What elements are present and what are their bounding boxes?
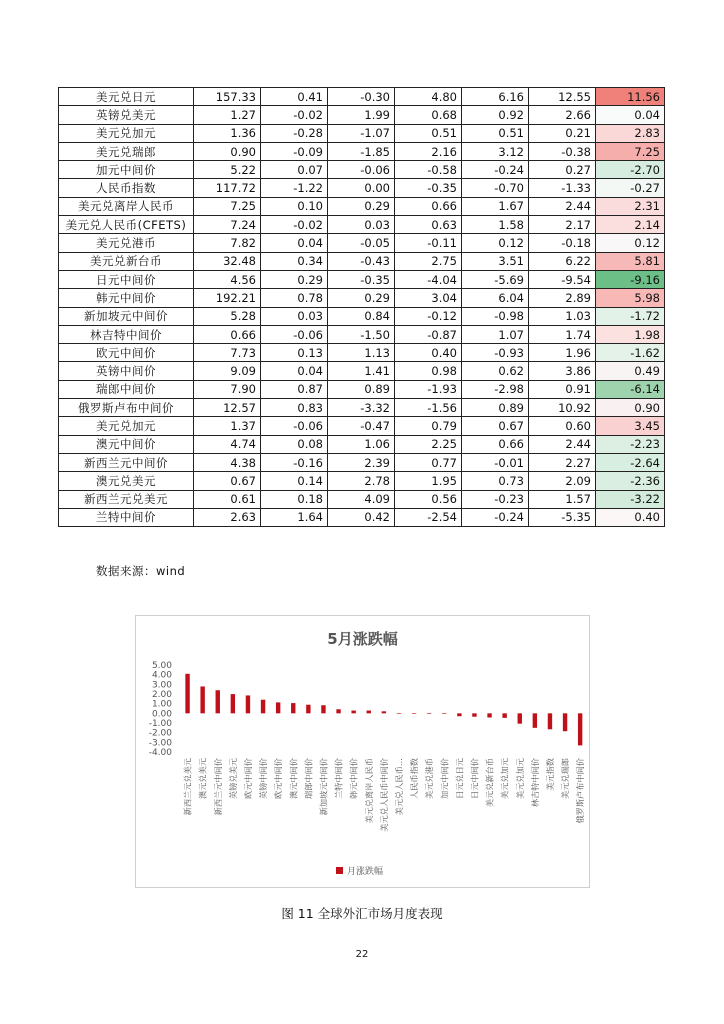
value-cell: 0.42 bbox=[328, 508, 395, 526]
table-row bbox=[59, 307, 665, 325]
bar bbox=[487, 713, 491, 717]
table-row bbox=[59, 508, 665, 526]
currency-pair-name: 日元中间价 bbox=[59, 270, 194, 288]
table-row bbox=[59, 362, 665, 380]
value-cell: -0.09 bbox=[261, 142, 328, 160]
y-tick-label: -1.00 bbox=[148, 719, 172, 729]
table-row bbox=[59, 216, 665, 234]
value-cell: 1.64 bbox=[261, 508, 328, 526]
value-cell: 1.06 bbox=[328, 435, 395, 453]
bar bbox=[336, 709, 340, 713]
value-cell: 4.38 bbox=[194, 453, 261, 471]
highlight-cell: -1.62 bbox=[596, 344, 665, 362]
table-row bbox=[59, 106, 665, 124]
value-cell: 7.24 bbox=[194, 216, 261, 234]
highlight-cell: 2.83 bbox=[596, 124, 665, 142]
table-row bbox=[59, 142, 665, 160]
x-category-label: 美元兑加元 bbox=[514, 758, 525, 799]
value-cell: -0.12 bbox=[395, 307, 462, 325]
table-row bbox=[59, 234, 665, 252]
highlight-cell: 3.45 bbox=[596, 417, 665, 435]
value-cell: 1.07 bbox=[462, 325, 529, 343]
legend-label: 月涨跌幅 bbox=[347, 867, 384, 877]
value-cell: 0.90 bbox=[194, 142, 261, 160]
highlight-cell: 7.25 bbox=[596, 142, 665, 160]
bar bbox=[533, 713, 537, 728]
page-number: 22 bbox=[355, 949, 369, 960]
chart-legend bbox=[336, 864, 383, 877]
value-cell: -0.05 bbox=[328, 234, 395, 252]
fx-performance-table bbox=[58, 87, 665, 527]
value-cell: 0.66 bbox=[462, 435, 529, 453]
value-cell: 5.28 bbox=[194, 307, 261, 325]
bar bbox=[563, 713, 567, 731]
currency-pair-name: 美元兑新台币 bbox=[59, 252, 194, 270]
value-cell: 1.67 bbox=[462, 197, 529, 215]
table-row bbox=[59, 490, 665, 508]
currency-pair-name: 英镑兑美元 bbox=[59, 106, 194, 124]
value-cell: -0.01 bbox=[462, 453, 529, 471]
value-cell: 0.03 bbox=[328, 216, 395, 234]
value-cell: 4.09 bbox=[328, 490, 395, 508]
bar bbox=[548, 713, 552, 729]
value-cell: 7.82 bbox=[194, 234, 261, 252]
x-category-label: 欧元中间价 bbox=[242, 758, 253, 799]
value-cell: 0.66 bbox=[395, 197, 462, 215]
value-cell: -1.22 bbox=[261, 179, 328, 197]
table-row bbox=[59, 252, 665, 270]
value-cell: -0.06 bbox=[261, 325, 328, 343]
value-cell: 1.99 bbox=[328, 106, 395, 124]
value-cell: 0.34 bbox=[261, 252, 328, 270]
x-category-label: 美元兑人民币… bbox=[393, 758, 404, 816]
value-cell: 1.95 bbox=[395, 472, 462, 490]
bar bbox=[231, 694, 235, 713]
value-cell: 2.17 bbox=[529, 216, 596, 234]
currency-pair-name: 加元中间价 bbox=[59, 161, 194, 179]
currency-pair-name: 欧元中间价 bbox=[59, 344, 194, 362]
highlight-cell: -3.22 bbox=[596, 490, 665, 508]
value-cell: -1.93 bbox=[395, 380, 462, 398]
highlight-cell: 1.98 bbox=[596, 325, 665, 343]
value-cell: 0.63 bbox=[395, 216, 462, 234]
table-row bbox=[59, 88, 665, 106]
value-cell: 3.51 bbox=[462, 252, 529, 270]
currency-pair-name: 美元兑港币 bbox=[59, 234, 194, 252]
x-category-label: 美元兑离岸人民币 bbox=[363, 758, 374, 824]
value-cell: 0.13 bbox=[261, 344, 328, 362]
highlight-cell: 11.56 bbox=[596, 88, 665, 106]
table-row bbox=[59, 453, 665, 471]
x-category-label: 日元中间价 bbox=[469, 758, 480, 799]
value-cell: -3.32 bbox=[328, 399, 395, 417]
bar bbox=[442, 713, 446, 714]
value-cell: 0.29 bbox=[261, 270, 328, 288]
value-cell: 2.16 bbox=[395, 142, 462, 160]
highlight-cell: -2.36 bbox=[596, 472, 665, 490]
highlight-cell: -9.16 bbox=[596, 270, 665, 288]
currency-pair-name: 美元兑瑞郎 bbox=[59, 142, 194, 160]
highlight-cell: -0.27 bbox=[596, 179, 665, 197]
x-category-label: 新西兰元兑美元 bbox=[182, 758, 193, 816]
value-cell: 2.25 bbox=[395, 435, 462, 453]
value-cell: -2.98 bbox=[462, 380, 529, 398]
value-cell: -0.38 bbox=[529, 142, 596, 160]
value-cell: -0.35 bbox=[395, 179, 462, 197]
value-cell: -0.16 bbox=[261, 453, 328, 471]
value-cell: 0.67 bbox=[194, 472, 261, 490]
value-cell: 1.27 bbox=[194, 106, 261, 124]
y-tick-label: 5.00 bbox=[151, 661, 172, 671]
currency-pair-name: 澳元中间价 bbox=[59, 435, 194, 453]
value-cell: 1.41 bbox=[328, 362, 395, 380]
value-cell: 0.79 bbox=[395, 417, 462, 435]
x-category-label: 澳元兑美元 bbox=[197, 758, 208, 799]
y-tick-label: 0.00 bbox=[151, 709, 172, 720]
currency-pair-name: 新西兰元中间价 bbox=[59, 453, 194, 471]
value-cell: -0.43 bbox=[328, 252, 395, 270]
value-cell: -0.06 bbox=[261, 417, 328, 435]
value-cell: 0.29 bbox=[328, 197, 395, 215]
value-cell: 4.56 bbox=[194, 270, 261, 288]
value-cell: 0.56 bbox=[395, 490, 462, 508]
bar bbox=[261, 700, 265, 714]
table-row bbox=[59, 197, 665, 215]
currency-pair-name: 美元兑加元 bbox=[59, 124, 194, 142]
value-cell: 2.78 bbox=[328, 472, 395, 490]
value-cell: 1.03 bbox=[529, 307, 596, 325]
bar bbox=[306, 705, 310, 714]
value-cell: -0.02 bbox=[261, 216, 328, 234]
value-cell: 192.21 bbox=[194, 289, 261, 307]
value-cell: 0.84 bbox=[328, 307, 395, 325]
highlight-cell: 0.40 bbox=[596, 508, 665, 526]
value-cell: -0.02 bbox=[261, 106, 328, 124]
highlight-cell: 0.04 bbox=[596, 106, 665, 124]
value-cell: -0.30 bbox=[328, 88, 395, 106]
value-cell: 117.72 bbox=[194, 179, 261, 197]
value-cell: 7.25 bbox=[194, 197, 261, 215]
currency-pair-name: 英镑中间价 bbox=[59, 362, 194, 380]
x-category-label: 美元兑人民币中间价 bbox=[378, 758, 389, 832]
bar bbox=[367, 711, 371, 714]
x-category-label: 林吉特中间价 bbox=[529, 758, 540, 808]
x-category-label: 美元兑瑞郎 bbox=[560, 758, 571, 799]
y-tick-label: -2.00 bbox=[148, 728, 172, 739]
value-cell: 0.61 bbox=[194, 490, 261, 508]
currency-pair-name: 新加坡元中间价 bbox=[59, 307, 194, 325]
value-cell: 0.92 bbox=[462, 106, 529, 124]
value-cell: -0.28 bbox=[261, 124, 328, 142]
x-category-label: 美元兑港币 bbox=[424, 758, 435, 799]
currency-pair-name: 澳元兑美元 bbox=[59, 472, 194, 490]
value-cell: 0.91 bbox=[529, 380, 596, 398]
value-cell: 12.55 bbox=[529, 88, 596, 106]
y-tick-label: 1.00 bbox=[151, 699, 172, 710]
value-cell: 0.21 bbox=[529, 124, 596, 142]
value-cell: -0.11 bbox=[395, 234, 462, 252]
x-category-label: 澳元中间价 bbox=[288, 758, 299, 799]
figure-caption: 图 11 全球外汇市场月度表现 bbox=[281, 906, 443, 921]
value-cell: 3.12 bbox=[462, 142, 529, 160]
table-row bbox=[59, 399, 665, 417]
source-note: 数据来源：wind bbox=[96, 564, 186, 578]
currency-pair-name: 瑞郎中间价 bbox=[59, 380, 194, 398]
value-cell: 0.27 bbox=[529, 161, 596, 179]
value-cell: -1.33 bbox=[529, 179, 596, 197]
value-cell: -0.24 bbox=[462, 161, 529, 179]
value-cell: 3.86 bbox=[529, 362, 596, 380]
currency-pair-name: 美元兑加元 bbox=[59, 417, 194, 435]
y-tick-label: -3.00 bbox=[148, 738, 172, 749]
table-row bbox=[59, 472, 665, 490]
value-cell: 12.57 bbox=[194, 399, 261, 417]
value-cell: -0.98 bbox=[462, 307, 529, 325]
value-cell: 0.98 bbox=[395, 362, 462, 380]
highlight-cell: 0.12 bbox=[596, 234, 665, 252]
bar bbox=[200, 686, 204, 713]
value-cell: -2.54 bbox=[395, 508, 462, 526]
table-row bbox=[59, 325, 665, 343]
currency-pair-name: 林吉特中间价 bbox=[59, 325, 194, 343]
value-cell: 2.66 bbox=[529, 106, 596, 124]
y-tick-label: -4.00 bbox=[148, 748, 172, 758]
value-cell: 0.62 bbox=[462, 362, 529, 380]
value-cell: 2.75 bbox=[395, 252, 462, 270]
value-cell: -0.47 bbox=[328, 417, 395, 435]
bar bbox=[457, 713, 461, 716]
value-cell: 0.60 bbox=[529, 417, 596, 435]
value-cell: 0.41 bbox=[261, 88, 328, 106]
currency-pair-name: 美元兑人民币(CFETS) bbox=[59, 216, 194, 234]
currency-pair-name: 俄罗斯卢布中间价 bbox=[59, 399, 194, 417]
value-cell: 0.51 bbox=[462, 124, 529, 142]
value-cell: -0.87 bbox=[395, 325, 462, 343]
value-cell: 5.22 bbox=[194, 161, 261, 179]
bar bbox=[397, 713, 401, 714]
currency-pair-name: 新西兰元兑美元 bbox=[59, 490, 194, 508]
value-cell: 2.44 bbox=[529, 435, 596, 453]
x-category-label: 英镑兑美元 bbox=[227, 758, 238, 799]
value-cell: 2.27 bbox=[529, 453, 596, 471]
x-category-label: 新西兰元中间价 bbox=[212, 758, 223, 816]
value-cell: -9.54 bbox=[529, 270, 596, 288]
y-tick-label: 4.00 bbox=[151, 670, 172, 681]
value-cell: 1.57 bbox=[529, 490, 596, 508]
x-category-label: 新加坡元中间价 bbox=[318, 758, 329, 816]
value-cell: 0.40 bbox=[395, 344, 462, 362]
value-cell: -5.35 bbox=[529, 508, 596, 526]
value-cell: 0.10 bbox=[261, 197, 328, 215]
x-category-label: 韩元中间价 bbox=[348, 758, 359, 799]
x-category-label: 美元指数 bbox=[544, 758, 555, 791]
value-cell: 0.89 bbox=[462, 399, 529, 417]
value-cell: 2.63 bbox=[194, 508, 261, 526]
value-cell: 6.22 bbox=[529, 252, 596, 270]
x-category-label: 美元兑新台币 bbox=[484, 758, 495, 808]
value-cell: -1.07 bbox=[328, 124, 395, 142]
x-category-label: 俄罗斯卢布中间价 bbox=[575, 758, 586, 824]
value-cell: 2.44 bbox=[529, 197, 596, 215]
bar bbox=[291, 703, 295, 713]
y-tick-label: 2.00 bbox=[151, 690, 172, 700]
table-row bbox=[59, 124, 665, 142]
value-cell: 4.74 bbox=[194, 435, 261, 453]
value-cell: 10.92 bbox=[529, 399, 596, 417]
highlight-cell: 5.81 bbox=[596, 252, 665, 270]
highlight-cell: 0.49 bbox=[596, 362, 665, 380]
value-cell: 0.18 bbox=[261, 490, 328, 508]
bar bbox=[216, 690, 220, 713]
value-cell: 2.89 bbox=[529, 289, 596, 307]
value-cell: 0.66 bbox=[194, 325, 261, 343]
table-row bbox=[59, 270, 665, 288]
table-row bbox=[59, 161, 665, 179]
value-cell: 0.77 bbox=[395, 453, 462, 471]
value-cell: 0.89 bbox=[328, 380, 395, 398]
value-cell: 2.09 bbox=[529, 472, 596, 490]
bar bbox=[321, 705, 325, 713]
bar bbox=[276, 702, 280, 713]
highlight-cell: -2.23 bbox=[596, 435, 665, 453]
value-cell: 0.67 bbox=[462, 417, 529, 435]
highlight-cell: -6.14 bbox=[596, 380, 665, 398]
value-cell: -5.69 bbox=[462, 270, 529, 288]
value-cell: 4.80 bbox=[395, 88, 462, 106]
value-cell: -1.56 bbox=[395, 399, 462, 417]
value-cell: 1.74 bbox=[529, 325, 596, 343]
value-cell: -4.04 bbox=[395, 270, 462, 288]
value-cell: 6.04 bbox=[462, 289, 529, 307]
table-row bbox=[59, 289, 665, 307]
highlight-cell: -2.64 bbox=[596, 453, 665, 471]
chart-svg bbox=[136, 616, 589, 887]
value-cell: 0.87 bbox=[261, 380, 328, 398]
value-cell: 0.78 bbox=[261, 289, 328, 307]
value-cell: -0.06 bbox=[328, 161, 395, 179]
value-cell: 2.39 bbox=[328, 453, 395, 471]
value-cell: -1.85 bbox=[328, 142, 395, 160]
value-cell: 0.68 bbox=[395, 106, 462, 124]
value-cell: -0.24 bbox=[462, 508, 529, 526]
currency-pair-name: 美元兑日元 bbox=[59, 88, 194, 106]
value-cell: 0.14 bbox=[261, 472, 328, 490]
value-cell: 9.09 bbox=[194, 362, 261, 380]
value-cell: 0.12 bbox=[462, 234, 529, 252]
value-cell: 0.83 bbox=[261, 399, 328, 417]
value-cell: 0.00 bbox=[328, 179, 395, 197]
currency-pair-name: 美元兑离岸人民币 bbox=[59, 197, 194, 215]
x-category-label: 人民币指数 bbox=[409, 758, 420, 799]
chart-title: 5月涨跌幅 bbox=[327, 630, 398, 648]
x-category-label: 加元中间价 bbox=[439, 758, 450, 799]
monthly-change-chart bbox=[135, 615, 590, 888]
highlight-cell: 2.14 bbox=[596, 216, 665, 234]
bar bbox=[351, 711, 355, 714]
currency-pair-name: 兰特中间价 bbox=[59, 508, 194, 526]
x-category-label: 欧元中间价 bbox=[273, 758, 284, 799]
value-cell: 0.51 bbox=[395, 124, 462, 142]
value-cell: 1.37 bbox=[194, 417, 261, 435]
value-cell: 1.58 bbox=[462, 216, 529, 234]
bar bbox=[246, 695, 250, 713]
value-cell: 6.16 bbox=[462, 88, 529, 106]
x-category-label: 兰特中间价 bbox=[333, 758, 344, 799]
value-cell: 1.96 bbox=[529, 344, 596, 362]
bar bbox=[382, 711, 386, 713]
value-cell: 3.04 bbox=[395, 289, 462, 307]
legend-swatch bbox=[336, 867, 343, 874]
value-cell: 0.08 bbox=[261, 435, 328, 453]
bar bbox=[412, 713, 416, 714]
value-cell: -0.93 bbox=[462, 344, 529, 362]
table-row bbox=[59, 344, 665, 362]
highlight-cell: -2.70 bbox=[596, 161, 665, 179]
highlight-cell: 0.90 bbox=[596, 399, 665, 417]
value-cell: 0.04 bbox=[261, 234, 328, 252]
value-cell: 32.48 bbox=[194, 252, 261, 270]
bar bbox=[578, 713, 582, 745]
value-cell: 0.03 bbox=[261, 307, 328, 325]
value-cell: 0.29 bbox=[328, 289, 395, 307]
bar bbox=[427, 713, 431, 714]
bar bbox=[185, 674, 189, 714]
bar bbox=[518, 713, 522, 723]
value-cell: 7.90 bbox=[194, 380, 261, 398]
highlight-cell: 2.31 bbox=[596, 197, 665, 215]
value-cell: -0.70 bbox=[462, 179, 529, 197]
bar bbox=[502, 713, 506, 718]
currency-pair-name: 人民币指数 bbox=[59, 179, 194, 197]
y-tick-label: 3.00 bbox=[151, 680, 172, 691]
value-cell: 0.04 bbox=[261, 362, 328, 380]
value-cell: 0.07 bbox=[261, 161, 328, 179]
highlight-cell: -1.72 bbox=[596, 307, 665, 325]
table-row bbox=[59, 179, 665, 197]
value-cell: 157.33 bbox=[194, 88, 261, 106]
value-cell: -0.18 bbox=[529, 234, 596, 252]
value-cell: -1.50 bbox=[328, 325, 395, 343]
value-cell: 7.73 bbox=[194, 344, 261, 362]
x-category-label: 日元兑日元 bbox=[454, 758, 465, 799]
value-cell: -0.58 bbox=[395, 161, 462, 179]
value-cell: -0.23 bbox=[462, 490, 529, 508]
currency-pair-name: 韩元中间价 bbox=[59, 289, 194, 307]
x-category-label: 美元兑加元 bbox=[499, 758, 510, 799]
bar bbox=[472, 713, 476, 716]
table-row bbox=[59, 417, 665, 435]
value-cell: 1.13 bbox=[328, 344, 395, 362]
x-category-label: 瑞郎中间价 bbox=[303, 758, 314, 799]
value-cell: -0.35 bbox=[328, 270, 395, 288]
highlight-cell: 5.98 bbox=[596, 289, 665, 307]
x-category-label: 英镑中间价 bbox=[258, 758, 269, 799]
table-row bbox=[59, 435, 665, 453]
value-cell: 1.36 bbox=[194, 124, 261, 142]
value-cell: 0.73 bbox=[462, 472, 529, 490]
table-row bbox=[59, 380, 665, 398]
